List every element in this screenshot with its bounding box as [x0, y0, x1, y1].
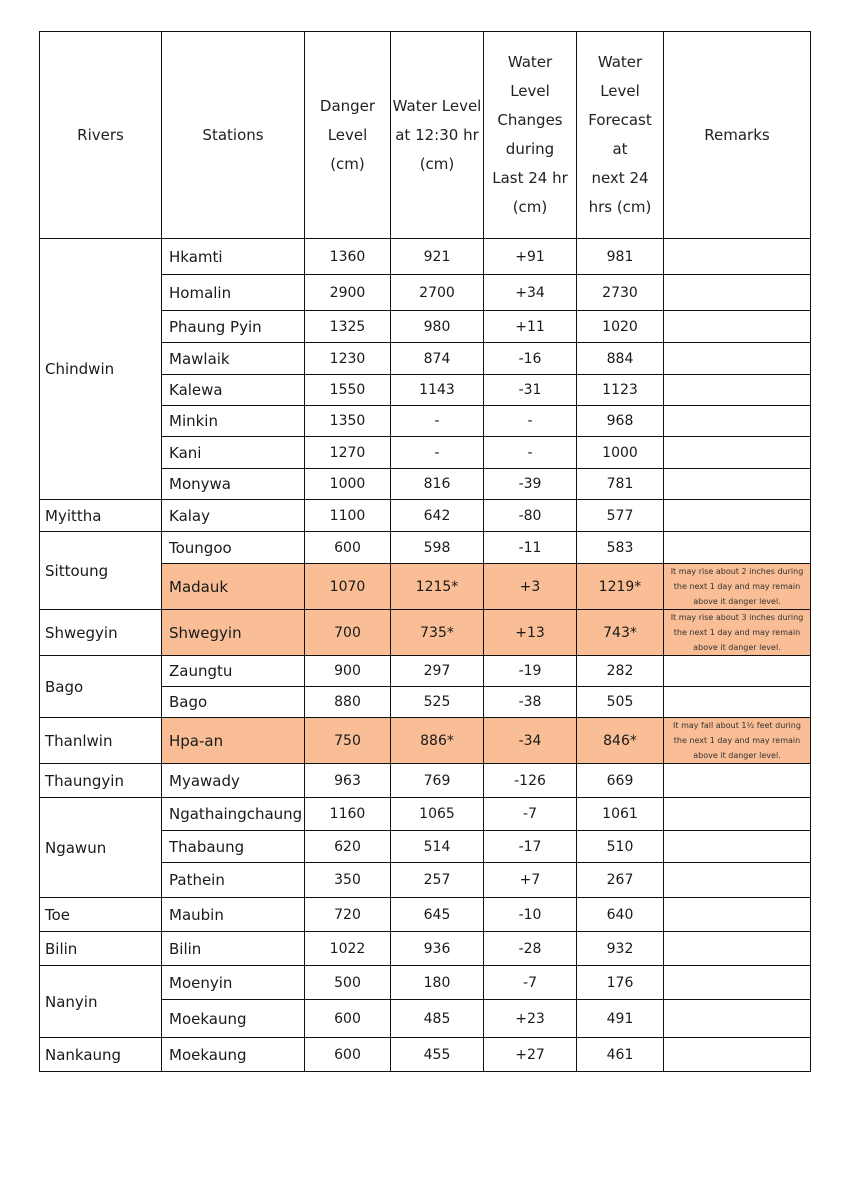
table-row — [40, 898, 811, 932]
danger-level: 600 — [305, 1038, 391, 1072]
forecast: 282 — [577, 656, 664, 687]
remark — [664, 311, 811, 343]
level-change: +7 — [484, 863, 577, 898]
station-name: Maubin — [162, 898, 305, 932]
table-row — [40, 1038, 811, 1072]
forecast: 1123 — [577, 375, 664, 406]
station-name: Shwegyin — [162, 610, 305, 656]
remark — [664, 687, 811, 718]
forecast: 981 — [577, 239, 664, 275]
river-name: Thanlwin — [40, 718, 162, 764]
remark — [664, 656, 811, 687]
level-change: -28 — [484, 932, 577, 966]
river-name: Nankaung — [40, 1038, 162, 1072]
station-name: Moenyin — [162, 966, 305, 1000]
remark — [664, 1000, 811, 1038]
station-name: Toungoo — [162, 532, 305, 564]
header-remarks: Remarks — [664, 32, 811, 239]
danger-level: 1360 — [305, 239, 391, 275]
forecast: 669 — [577, 764, 664, 798]
water-level: 2700 — [391, 275, 484, 311]
river-name: Bilin — [40, 932, 162, 966]
water-level: 1215* — [391, 564, 484, 610]
level-change: -38 — [484, 687, 577, 718]
forecast: 510 — [577, 831, 664, 863]
station-name: Homalin — [162, 275, 305, 311]
danger-level: 620 — [305, 831, 391, 863]
level-change: -11 — [484, 532, 577, 564]
water-level: 874 — [391, 343, 484, 375]
level-change: - — [484, 437, 577, 469]
water-level: 921 — [391, 239, 484, 275]
station-name: Minkin — [162, 406, 305, 437]
remark — [664, 343, 811, 375]
forecast: 1061 — [577, 798, 664, 831]
river-name: Myittha — [40, 500, 162, 532]
remark — [664, 831, 811, 863]
station-name: Bilin — [162, 932, 305, 966]
water-level: 936 — [391, 932, 484, 966]
water-level: 257 — [391, 863, 484, 898]
forecast: 884 — [577, 343, 664, 375]
danger-level: 700 — [305, 610, 391, 656]
danger-level: 1000 — [305, 469, 391, 500]
river-name: Thaungyin — [40, 764, 162, 798]
forecast: 461 — [577, 1038, 664, 1072]
water-level: 1143 — [391, 375, 484, 406]
forecast: 1000 — [577, 437, 664, 469]
remark — [664, 500, 811, 532]
level-change: +3 — [484, 564, 577, 610]
forecast: 583 — [577, 532, 664, 564]
station-name: Bago — [162, 687, 305, 718]
header-forecast: Water Level Forecast at next 24 hrs (cm) — [577, 32, 664, 239]
water-level: 769 — [391, 764, 484, 798]
danger-level: 1270 — [305, 437, 391, 469]
level-change: +91 — [484, 239, 577, 275]
header-level-change: Water Level Changes during Last 24 hr (cm) — [484, 32, 577, 239]
remark: It may fall about 1½ feet during the next 1 day and may remain above it danger level. — [664, 718, 811, 764]
river-name: Sittoung — [40, 532, 162, 610]
station-name: Mawlaik — [162, 343, 305, 375]
water-level: - — [391, 406, 484, 437]
remark: It may rise about 2 inches during the next 1 day and may remain above it danger level. — [664, 564, 811, 610]
station-name: Pathein — [162, 863, 305, 898]
level-change: +13 — [484, 610, 577, 656]
remark — [664, 932, 811, 966]
remark — [664, 275, 811, 311]
danger-level: 1350 — [305, 406, 391, 437]
level-change: +11 — [484, 311, 577, 343]
forecast: 1219* — [577, 564, 664, 610]
river-name: Bago — [40, 656, 162, 718]
station-name: Monywa — [162, 469, 305, 500]
danger-level: 750 — [305, 718, 391, 764]
river-name: Chindwin — [40, 239, 162, 500]
station-name: Zaungtu — [162, 656, 305, 687]
water-level: 642 — [391, 500, 484, 532]
station-name: Ngathaingchaung — [162, 798, 305, 831]
water-level: 980 — [391, 311, 484, 343]
danger-level: 1230 — [305, 343, 391, 375]
header-row — [40, 32, 811, 239]
header-water-level: Water Level at 12:30 hr (cm) — [391, 32, 484, 239]
danger-level: 720 — [305, 898, 391, 932]
table-row — [40, 966, 811, 1000]
water-level: 180 — [391, 966, 484, 1000]
water-level: - — [391, 437, 484, 469]
river-name: Shwegyin — [40, 610, 162, 656]
station-name: Hkamti — [162, 239, 305, 275]
forecast: 640 — [577, 898, 664, 932]
river-name: Ngawun — [40, 798, 162, 898]
danger-level: 1100 — [305, 500, 391, 532]
level-change: -19 — [484, 656, 577, 687]
level-change: -7 — [484, 798, 577, 831]
remark — [664, 375, 811, 406]
station-name: Kalay — [162, 500, 305, 532]
station-name: Kalewa — [162, 375, 305, 406]
water-level: 455 — [391, 1038, 484, 1072]
danger-level: 600 — [305, 1000, 391, 1038]
forecast: 505 — [577, 687, 664, 718]
header-stations: Stations — [162, 32, 305, 239]
table-row — [40, 500, 811, 532]
station-name: Kani — [162, 437, 305, 469]
remark — [664, 406, 811, 437]
danger-level: 1070 — [305, 564, 391, 610]
forecast: 176 — [577, 966, 664, 1000]
remark — [664, 898, 811, 932]
remark — [664, 239, 811, 275]
water-level: 514 — [391, 831, 484, 863]
remark — [664, 863, 811, 898]
danger-level: 1160 — [305, 798, 391, 831]
remark — [664, 532, 811, 564]
remark — [664, 469, 811, 500]
danger-level: 350 — [305, 863, 391, 898]
table-row-highlighted — [40, 610, 811, 656]
forecast: 781 — [577, 469, 664, 500]
water-level: 485 — [391, 1000, 484, 1038]
header-rivers: Rivers — [40, 32, 162, 239]
table-row — [40, 764, 811, 798]
level-change: -80 — [484, 500, 577, 532]
remark: It may rise about 3 inches during the next 1 day and may remain above it danger level. — [664, 610, 811, 656]
station-name: Myawady — [162, 764, 305, 798]
forecast: 743* — [577, 610, 664, 656]
danger-level: 500 — [305, 966, 391, 1000]
level-change: -17 — [484, 831, 577, 863]
station-name: Moekaung — [162, 1000, 305, 1038]
level-change: -10 — [484, 898, 577, 932]
remark — [664, 764, 811, 798]
danger-level: 1022 — [305, 932, 391, 966]
table-row — [40, 798, 811, 831]
remark — [664, 798, 811, 831]
table-row — [40, 656, 811, 687]
water-level: 598 — [391, 532, 484, 564]
level-change: +27 — [484, 1038, 577, 1072]
table-row — [40, 532, 811, 564]
table-row — [40, 239, 811, 275]
water-level-table — [39, 31, 811, 1072]
forecast: 846* — [577, 718, 664, 764]
river-name: Nanyin — [40, 966, 162, 1038]
water-level: 816 — [391, 469, 484, 500]
water-level: 735* — [391, 610, 484, 656]
water-level: 645 — [391, 898, 484, 932]
forecast: 1020 — [577, 311, 664, 343]
water-level: 297 — [391, 656, 484, 687]
level-change: -34 — [484, 718, 577, 764]
danger-level: 900 — [305, 656, 391, 687]
station-name: Madauk — [162, 564, 305, 610]
danger-level: 2900 — [305, 275, 391, 311]
danger-level: 963 — [305, 764, 391, 798]
forecast: 2730 — [577, 275, 664, 311]
station-name: Hpa-an — [162, 718, 305, 764]
danger-level: 880 — [305, 687, 391, 718]
level-change: -126 — [484, 764, 577, 798]
remark — [664, 437, 811, 469]
water-level: 1065 — [391, 798, 484, 831]
forecast: 267 — [577, 863, 664, 898]
water-level: 886* — [391, 718, 484, 764]
header-danger-level: Danger Level (cm) — [305, 32, 391, 239]
danger-level: 600 — [305, 532, 391, 564]
station-name: Moekaung — [162, 1038, 305, 1072]
table-row — [40, 932, 811, 966]
station-name: Phaung Pyin — [162, 311, 305, 343]
forecast: 968 — [577, 406, 664, 437]
level-change: -31 — [484, 375, 577, 406]
level-change: -16 — [484, 343, 577, 375]
level-change: -39 — [484, 469, 577, 500]
forecast: 932 — [577, 932, 664, 966]
danger-level: 1550 — [305, 375, 391, 406]
level-change: - — [484, 406, 577, 437]
level-change: +23 — [484, 1000, 577, 1038]
water-level: 525 — [391, 687, 484, 718]
station-name: Thabaung — [162, 831, 305, 863]
danger-level: 1325 — [305, 311, 391, 343]
forecast: 491 — [577, 1000, 664, 1038]
remark — [664, 1038, 811, 1072]
level-change: +34 — [484, 275, 577, 311]
river-name: Toe — [40, 898, 162, 932]
level-change: -7 — [484, 966, 577, 1000]
table-row-highlighted — [40, 718, 811, 764]
remark — [664, 966, 811, 1000]
forecast: 577 — [577, 500, 664, 532]
